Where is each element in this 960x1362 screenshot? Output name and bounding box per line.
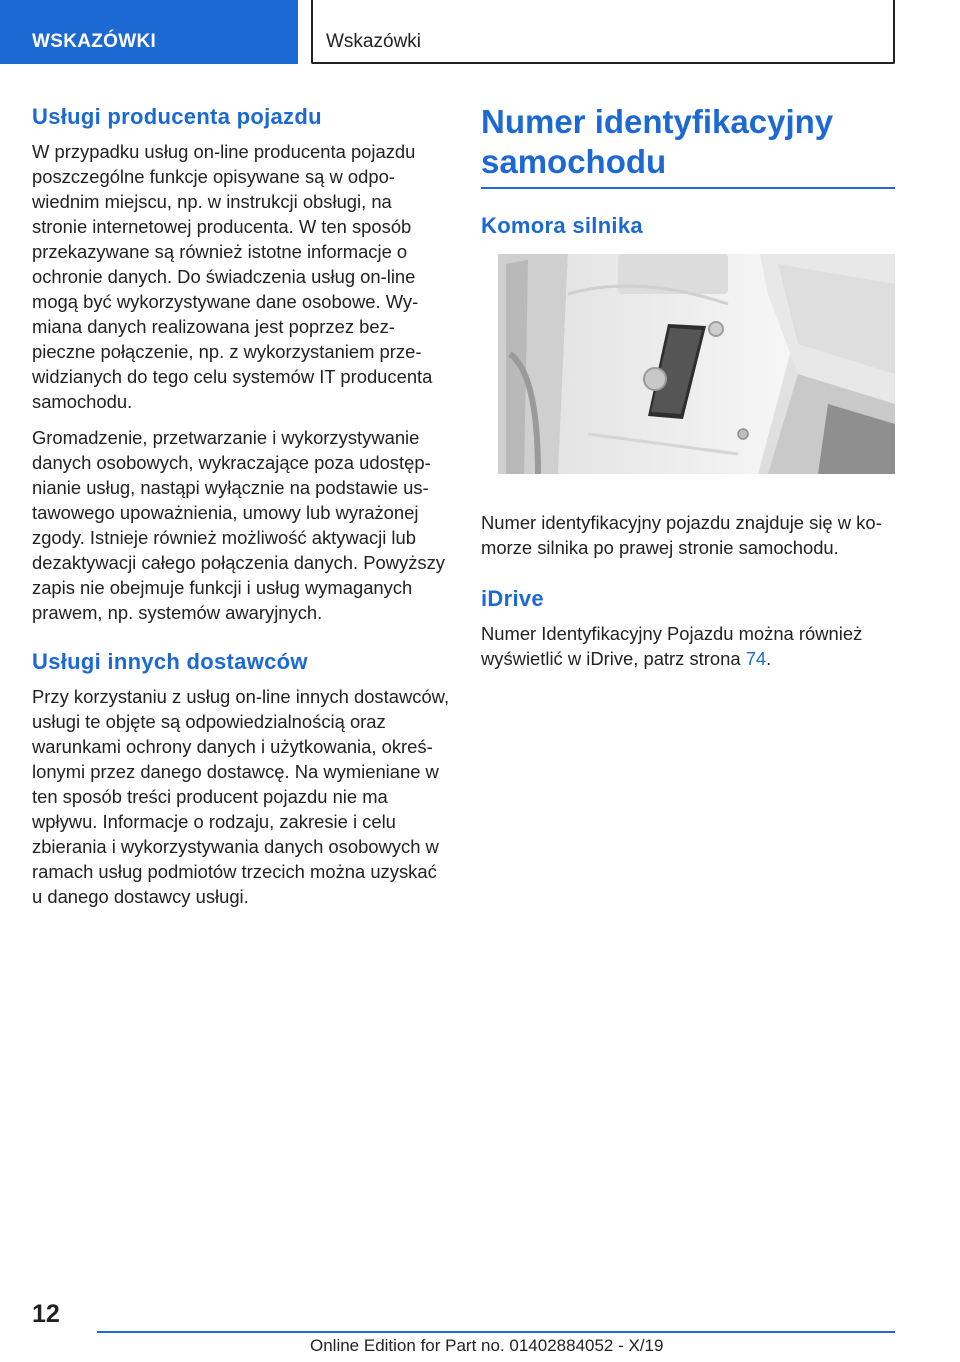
paragraph: Przy korzystaniu z usług on-line innych dostawców, usługi te objęte są odpowiedzialnością oraz warunkami ochrony danych i użytkowania, określonymi przez danego dostawcę. Na wymieniane w ten sposób treści producent pojazdu nie ma wpływu. Informacje o rodzaju, zakresie i celu zbierania i wykorzystywania danych osobowych w ramach usług podmiotów trzecich można uzyskać u danego dostawcy usługi. (32, 686, 450, 907)
section-heading-manufacturer-services: Usługi producenta pojazdu (32, 104, 322, 129)
section-heading-third-party-services: Usługi innych dostawców (32, 649, 308, 674)
paragraph-idrive (481, 621, 895, 671)
chapter-tab (0, 0, 298, 64)
main-heading: Numer identyfikacyjny samochodu (481, 102, 895, 189)
engine-compartment-photo (498, 254, 895, 474)
header-title: Wskazówki (326, 31, 422, 52)
section-heading-engine-compartment: Komora silnika (481, 213, 643, 238)
paragraph: W przypadku usług on-line producenta pojazdu poszczególne funkcje opisywane są w odpowiednim miejscu, np. w instrukcji obsługi, na stronie internetowej producenta. W ten sposób przekazywane są również istotne informacje o ochronie danych. Do świadczenia usług on-line mogą być wykorzystywane dane osobowe. Wymiana danych realizowana jest poprzez bezpieczne połączenie, np. z wykorzystaniem przewidzianych do tego celu systemów IT producenta samochodu. (32, 141, 433, 412)
page-reference-link[interactable]: 74 (745, 648, 767, 669)
paragraph: Numer identyfikacyjny pojazdu znajduje się w komorze silnika po prawej stronie samochodu. (481, 512, 882, 558)
paragraph-text: Numer Identyfikacyjny Pojazdu można również wyświetlić w iDrive, patrz strona (481, 623, 863, 669)
paragraph-text-end: . (766, 648, 772, 669)
page-number: 12 (32, 1300, 60, 1328)
footer-edition-text: Online Edition for Part no. 01402884052 - X/19 (310, 1336, 664, 1355)
section-heading-idrive: iDrive (481, 586, 544, 611)
paragraph: Gromadzenie, przetwarzanie i wykorzystywanie danych osobowych, wykraczające poza udostępnianie usług, nastąpi wyłącznie na podstawie ustawowego upoważnienia, umowy lub wyrażonej zgody. Istnieje również możliwość aktywacji lub dezaktywacji całego połączenia danych. Powyższy zapis nie obejmuje funkcji i usług wymaganych prawem, np. systemów awaryjnych. (32, 427, 445, 623)
chapter-tab-label: WSKAZÓWKI (32, 31, 157, 52)
footer-divider (97, 1331, 895, 1333)
left-column (32, 102, 452, 920)
